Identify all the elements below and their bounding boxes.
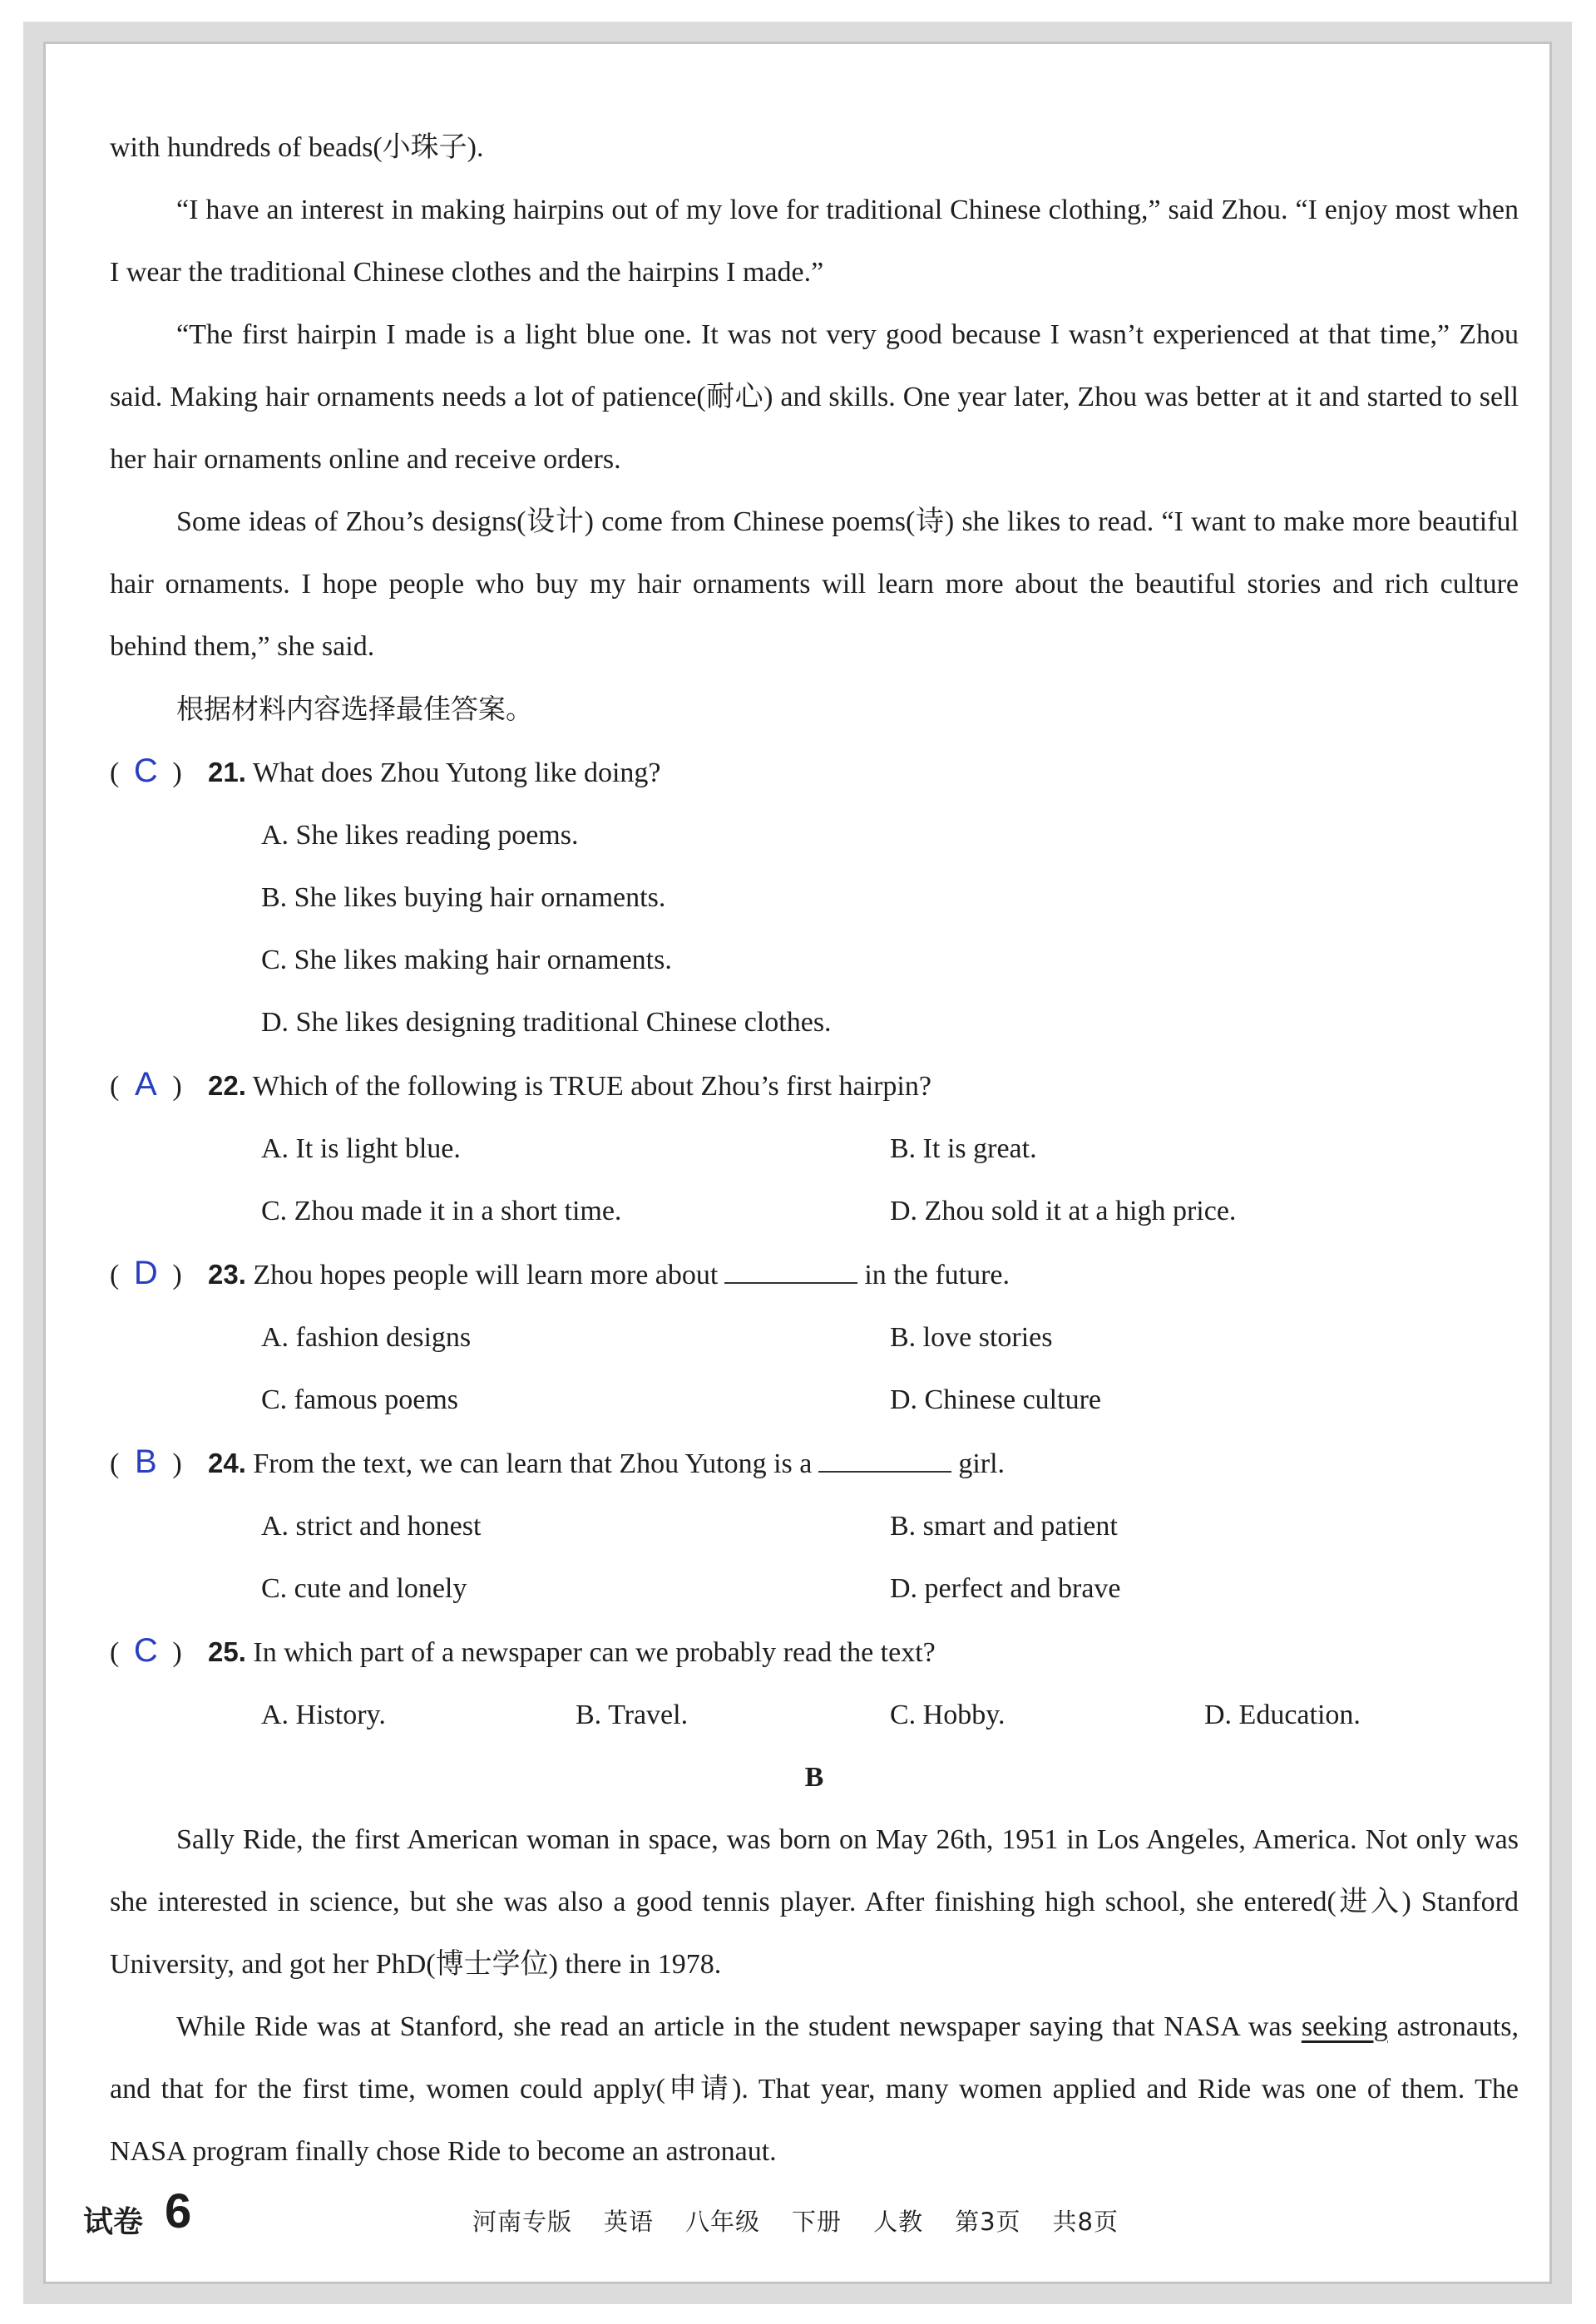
answer-paren: ( A )	[110, 1053, 208, 1118]
option[interactable]: C. cute and lonely	[261, 1573, 467, 1604]
passage-paragraph: “The first hairpin I made is a light blue one. It was not very good because I wasn’t experienced at that time,” Zhou said. Making hair ornaments needs a lot of patience(耐心) and skills. One year later, Zhou was better at it and started to sell her hair ornaments online and receive orders.	[110, 319, 1519, 475]
question-text-end: in the future.	[864, 1260, 1010, 1290]
volume: 下册	[792, 2208, 842, 2236]
options-24	[261, 1495, 1519, 1620]
publisher: 人教	[873, 2208, 924, 2236]
option[interactable]: B. Travel.	[576, 1700, 689, 1730]
option[interactable]: B. smart and patient	[890, 1511, 1118, 1542]
answer-paren: ( C )	[110, 1620, 208, 1684]
answer-mark: D	[133, 1255, 158, 1291]
question-text-end: girl.	[958, 1448, 1006, 1479]
question-22	[110, 1053, 1519, 1118]
underlined-word: seeking	[1301, 2011, 1388, 2042]
question-23	[110, 1242, 1519, 1306]
answer-mark: A	[134, 1066, 157, 1103]
option[interactable]: D. She likes designing traditional Chinese clothes.	[261, 1007, 832, 1038]
passage-text: While Ride was at Stanford, she read an article in the student newspaper saying that NASA was	[176, 2011, 1292, 2042]
option[interactable]: A. fashion designs	[261, 1322, 472, 1353]
answer-blank[interactable]	[724, 1257, 857, 1284]
options-21	[261, 804, 1519, 1053]
option[interactable]: C. She likes making hair ornaments.	[261, 945, 672, 975]
question-text: Which of the following is TRUE about Zhou’s first hairpin?	[252, 1071, 931, 1102]
question-text: Zhou hopes people will learn more about	[253, 1260, 719, 1290]
option[interactable]: A. History.	[261, 1700, 386, 1730]
answer-paren: ( D )	[110, 1242, 208, 1306]
options-22	[261, 1118, 1519, 1242]
question-number: 22.	[208, 1070, 246, 1101]
question-25	[110, 1620, 1519, 1684]
passage-paragraph	[110, 1996, 1519, 2183]
passage-line: with hundreds of beads(小珠子).	[110, 132, 484, 163]
question-number: 23.	[208, 1259, 246, 1290]
instruction: 根据材料内容选择最佳答案。	[176, 693, 533, 725]
option[interactable]: C. famous poems	[261, 1384, 459, 1415]
option[interactable]: D. Education.	[1204, 1700, 1361, 1730]
passage-text: astronauts, and that for the first time, women could apply(申请). That year, many women applied and Ride was one of them. The NASA program finally chose Ride to become an astronaut.	[110, 2011, 1519, 2167]
option[interactable]: B. She likes buying hair ornaments.	[261, 882, 666, 913]
grade: 八年级	[685, 2208, 761, 2236]
option[interactable]: B. love stories	[890, 1322, 1053, 1353]
question-24	[110, 1431, 1519, 1495]
passage-paragraph: Sally Ride, the first American woman in space, was born on May 26th, 1951 in Los Angeles, America. Not only was she interested in science, but she was also a good tennis player. After finishing high school, she entered(进入) Stanford University, and got her PhD(博士学位) there in 1978.	[110, 1824, 1519, 1980]
edition: 河南专版	[472, 2208, 573, 2236]
passage-paragraph: Some ideas of Zhou’s designs(设计) come from Chinese poems(诗) she likes to read. “I want to make more beautiful hair ornaments. I hope people who buy my hair ornaments will learn more about the beautiful stories and rich culture behind them,” she said.	[110, 506, 1519, 662]
section-heading: B	[804, 1762, 824, 1793]
paper-number: 6	[165, 2184, 192, 2238]
answer-mark: B	[134, 1443, 157, 1480]
footer-info	[472, 2203, 1150, 2238]
option[interactable]: D. perfect and brave	[890, 1573, 1121, 1604]
answer-blank[interactable]	[818, 1446, 951, 1473]
question-number: 24.	[208, 1448, 246, 1478]
option[interactable]: D. Chinese culture	[890, 1384, 1101, 1415]
answer-mark: C	[133, 1632, 158, 1669]
option[interactable]: C. Hobby.	[890, 1700, 1006, 1730]
paper-label: 试卷	[83, 2205, 144, 2239]
page-footer	[83, 2184, 1514, 2245]
subject: 英语	[604, 2208, 655, 2236]
page-total: 共8页	[1052, 2208, 1119, 2236]
question-number: 21.	[208, 757, 246, 787]
answer-mark: C	[133, 752, 158, 789]
option[interactable]: A. It is light blue.	[261, 1133, 461, 1164]
options-25	[261, 1684, 1519, 1746]
options-23	[261, 1306, 1519, 1431]
answer-paren: ( B )	[110, 1431, 208, 1495]
option[interactable]: B. It is great.	[890, 1133, 1037, 1164]
option[interactable]: D. Zhou sold it at a high price.	[890, 1196, 1237, 1226]
question-text: In which part of a newspaper can we probably read the text?	[253, 1637, 936, 1668]
option[interactable]: A. She likes reading poems.	[261, 820, 579, 851]
question-text: From the text, we can learn that Zhou Yutong is a	[253, 1448, 813, 1479]
answer-paren: ( C )	[110, 740, 208, 804]
question-text: What does Zhou Yutong like doing?	[252, 757, 661, 788]
page-number: 第3页	[955, 2208, 1021, 2236]
passage-paragraph: “I have an interest in making hairpins out of my love for traditional Chinese clothing,” said Zhou. “I enjoy most when I wear the traditional Chinese clothes and the hairpins I made.”	[110, 195, 1519, 288]
question-21	[110, 740, 1519, 804]
question-number: 25.	[208, 1636, 246, 1667]
page-content	[110, 116, 1519, 2183]
option[interactable]: C. Zhou made it in a short time.	[261, 1196, 622, 1226]
option[interactable]: A. strict and honest	[261, 1511, 482, 1542]
